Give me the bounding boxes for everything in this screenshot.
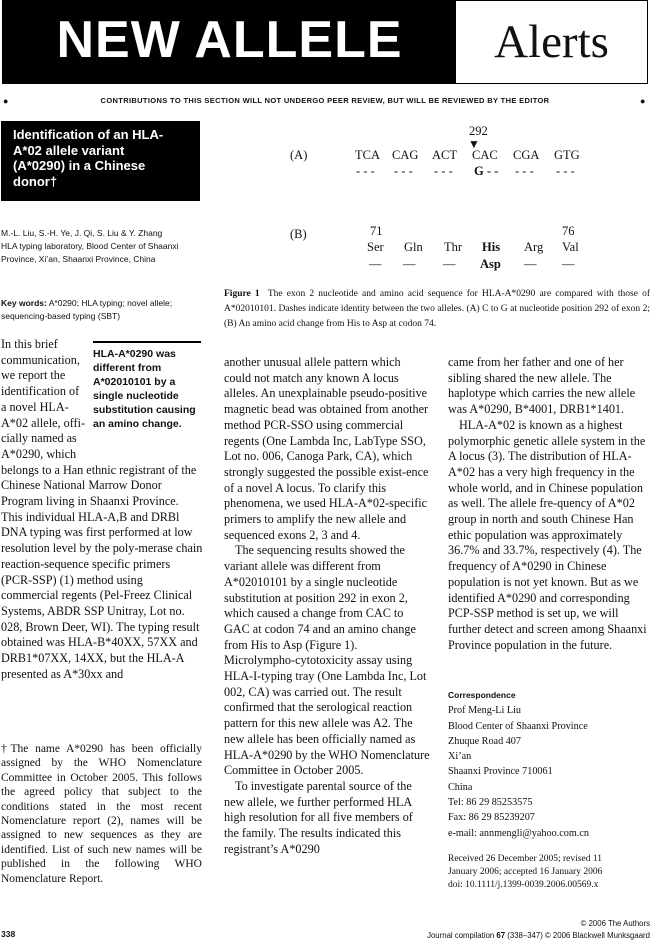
col2-paragraph: The sequencing results showed the variant allele was different from A*02010101 by a single nucleotide substitution at position 292 in exon 2, which caused a change from CAC to GAC at codon 74 and an amino change from His to Asp (Figure 1). Microlympho-cytotoxicity assay using HLA-I-typing tray (One Lambda Inc, Lot 002, CA) was carried out. The result confirmed that the serological reaction pattern for this new allele was A2. The new allele has been officially named as HLA-A*0290 by the WHO Nomenclature Committee in October 2005. xyxy=(224,543,430,778)
doi: doi: 10.1111/j.1399-0039.2006.00569.x xyxy=(448,880,599,890)
col3-paragraph: HLA-A*02 is known as a highest polymorphic genetic allele system in the A locus (3). The distribution of HLA-A*02 has a very high frequency in the whole world, and in Chinese population as well. The allele fre-quency of A*02 group in north and south Chinese Han ethic population was approximately 36.7% and 33.7%, respectively (4). The frequency of A*0290 in Chinese population is not yet known. But as we identified A*0290 and corresponding PCP-SSP method is set up, we will further detect and screen among Shaanxi Province population in the future. xyxy=(448,417,647,652)
correspondence-line: Tel: 86 29 85253575 xyxy=(448,797,533,809)
name-footnote: †The name A*0290 has been officially assigned by the WHO Nomenclature Committee in October 2005. This follows the agreed policy that subject to the conditions stated in the most recent Nomenclature report (2), names will be assigned to new sequences as they are identified. List of such new names will be published in the following WHO Nomenclature Report. xyxy=(1,743,202,885)
keywords-label: Key words: xyxy=(1,298,47,308)
banner-title: NEW ALLELE xyxy=(56,11,403,69)
article-title xyxy=(1,121,200,201)
codon: TCA xyxy=(355,148,380,162)
notice-bullet-right: ● xyxy=(640,96,646,106)
codon: GTG xyxy=(554,148,580,162)
correspondence-heading: Correspondence xyxy=(448,690,516,700)
journal-compilation-prefix: Journal compilation xyxy=(427,931,495,940)
journal-compilation-suffix: (338–347) © 2006 Blackwell Munksgaard xyxy=(507,931,650,940)
col2-paragraph: another unusual allele pattern which could not match any known A locus alleles. An unexplainable pseudo-positive magnetic bead was obtained from another method PCR-SSO using commercial regents (One Lambda Inc, LabType SSO, Lot no. 006, Canoga Park, CA), which strongly suggested the possible exist-ence of a novel A locus. To clarify this phenomena, we used HLA-A*02-specific primers to amplify the new allele and sequenced exons 2, 3 and 4. xyxy=(224,355,429,542)
codon-variant: CAC xyxy=(472,148,498,162)
figure-caption-label: Figure 1 xyxy=(224,289,260,299)
correspondence-line: Fax: 86 29 85239207 xyxy=(448,812,535,824)
col1-line: identification of xyxy=(1,384,80,399)
correspondence-line: Zhuque Road 407 xyxy=(448,735,521,747)
journal-compilation xyxy=(427,930,650,942)
keywords-block xyxy=(1,297,205,322)
banner-subtitle: Alerts xyxy=(494,16,609,68)
col2-paragraph: To investigate parental source of the new allele, we further performed HLA high resolution for all five members of the family. The results indicated this registrant’s A*0290 xyxy=(224,778,413,856)
amino-acid: Arg xyxy=(524,240,544,254)
amino-diff-variant: Asp xyxy=(480,257,501,271)
codon-diff: - - - xyxy=(356,164,375,178)
col3-paragraph: came from her father and one of her sibling shared the new allele. The haplotype which carries the new allele was A*0290, B*4001, DRB1*1401. xyxy=(448,355,636,417)
codon-number-76: 76 xyxy=(562,224,575,238)
amino-diff: — xyxy=(562,257,575,271)
column-3 xyxy=(448,355,650,653)
title-line: (A*0290) in a Chinese xyxy=(13,158,146,173)
figure-row-a-label: (A) xyxy=(290,148,308,162)
amino-acid-variant: His xyxy=(482,240,501,254)
col1-line: A*0290, which xyxy=(1,446,77,461)
correspondence-line: Blood Center of Shaanxi Province xyxy=(448,720,588,732)
keywords-text: A*0290; HLA typing; novel allele; sequencing-based typing (SBT) xyxy=(1,298,173,321)
affiliation: HLA typing laboratory, Blood Center of Shaanxi Province, Xi’an, Shaanxi Province, China xyxy=(1,241,179,264)
codon: CGA xyxy=(513,148,540,162)
amino-diff: — xyxy=(369,257,382,271)
codon-diff: - - - xyxy=(515,164,534,178)
col1-paragraph: belongs to a Han ethnic registrant of the Chinese National Marrow Donor Program living in Shaanxi Province. This individual HLA-A,B and DRBl DNA typing was first performed at low resolution level by the poly-merase chain reaction-sequence specific primers (PCR-SSP) (1) method using commercial regents (Pel-Freez Clinical Systems, ABDR SSP Unitray, Lot no. 028, Brown Deer, WI). The typing result obtained was HLA-B*40XX, 57XX and DRB1*07XX, 14XX, but the HLA-A presented as A*30xx and xyxy=(1,462,203,681)
correspondence-line: China xyxy=(448,781,473,793)
figure-caption xyxy=(224,287,650,333)
correspondence-block xyxy=(448,688,648,841)
column-2 xyxy=(224,355,430,858)
col1-line: A*02 allele, offi- xyxy=(1,415,86,430)
received-line: Received 26 December 2005; revised 11 xyxy=(448,854,602,864)
author-list: M.-L. Liu, S.-H. Ye, J. Qi, S. Liu & Y. Zhang xyxy=(1,228,163,238)
col1-line: a novel HLA- xyxy=(1,399,69,414)
notice-bullet-left: ● xyxy=(3,96,9,106)
codon-diff: - - - xyxy=(434,164,453,178)
codon-number-71: 71 xyxy=(370,224,383,238)
received-line: January 2006; accepted 16 January 2006 xyxy=(448,867,603,877)
codon-diff-variant: G - - xyxy=(474,164,499,178)
review-notice: CONTRIBUTIONS TO THIS SECTION WILL NOT UNDERGO PEER REVIEW, BUT WILL BE REVIEWED BY THE EDITOR xyxy=(100,96,550,105)
amino-diff: — xyxy=(524,257,537,271)
amino-acid: Thr xyxy=(444,240,463,254)
page-number: 338 xyxy=(1,929,16,939)
amino-acid: Gln xyxy=(404,240,423,254)
col1-line: communication, xyxy=(1,352,80,367)
amino-acid: Ser xyxy=(367,240,384,254)
codon-diff: - - - xyxy=(394,164,413,178)
received-dates xyxy=(448,853,648,892)
amino-diff: — xyxy=(403,257,416,271)
title-line: donor† xyxy=(13,173,58,189)
amino-acid: Val xyxy=(562,240,579,254)
copyright-footer xyxy=(427,918,650,942)
position-marker-icon: ▼ xyxy=(468,137,480,151)
figure-caption-text: The exon 2 nucleotide and amino acid sequence for HLA-A*0290 are compared with those of A*02010101. Dashes indicate identity between the two alleles. (A) C to G at nucleotide position 292 of exon 2; (B) An amino acid change from His to Asp at codon 74. xyxy=(224,289,650,330)
title-line: A*02 allele variant xyxy=(13,142,125,158)
codon: CAG xyxy=(392,148,419,162)
correspondence-line: Shaanxi Province 710061 xyxy=(448,766,553,778)
author-block xyxy=(1,227,206,266)
journal-banner xyxy=(2,0,648,84)
figure-row-b-label: (B) xyxy=(290,227,307,241)
correspondence-line: Prof Meng-Li Liu xyxy=(448,705,521,717)
amino-diff: — xyxy=(443,257,456,271)
title-line: Identification of an HLA- xyxy=(13,127,164,142)
figure-position-label: 292 xyxy=(469,124,488,138)
correspondence-line: Xi’an xyxy=(448,751,472,763)
copyright-authors: © 2006 The Authors xyxy=(580,919,650,928)
correspondence-email: e-mail: annmengli@yahoo.com.cn xyxy=(448,827,589,839)
codon: ACT xyxy=(432,148,457,162)
journal-volume: 67 xyxy=(496,931,506,940)
col1-line: cially named as xyxy=(1,431,77,446)
pull-quote: HLA-A*0290 was different from A*02010101 by a single nucleotide substitution causing an amino change. xyxy=(93,341,201,431)
col1-line: we report the xyxy=(1,368,66,383)
col1-line: In this brief xyxy=(1,337,58,351)
codon-diff: - - - xyxy=(556,164,575,178)
